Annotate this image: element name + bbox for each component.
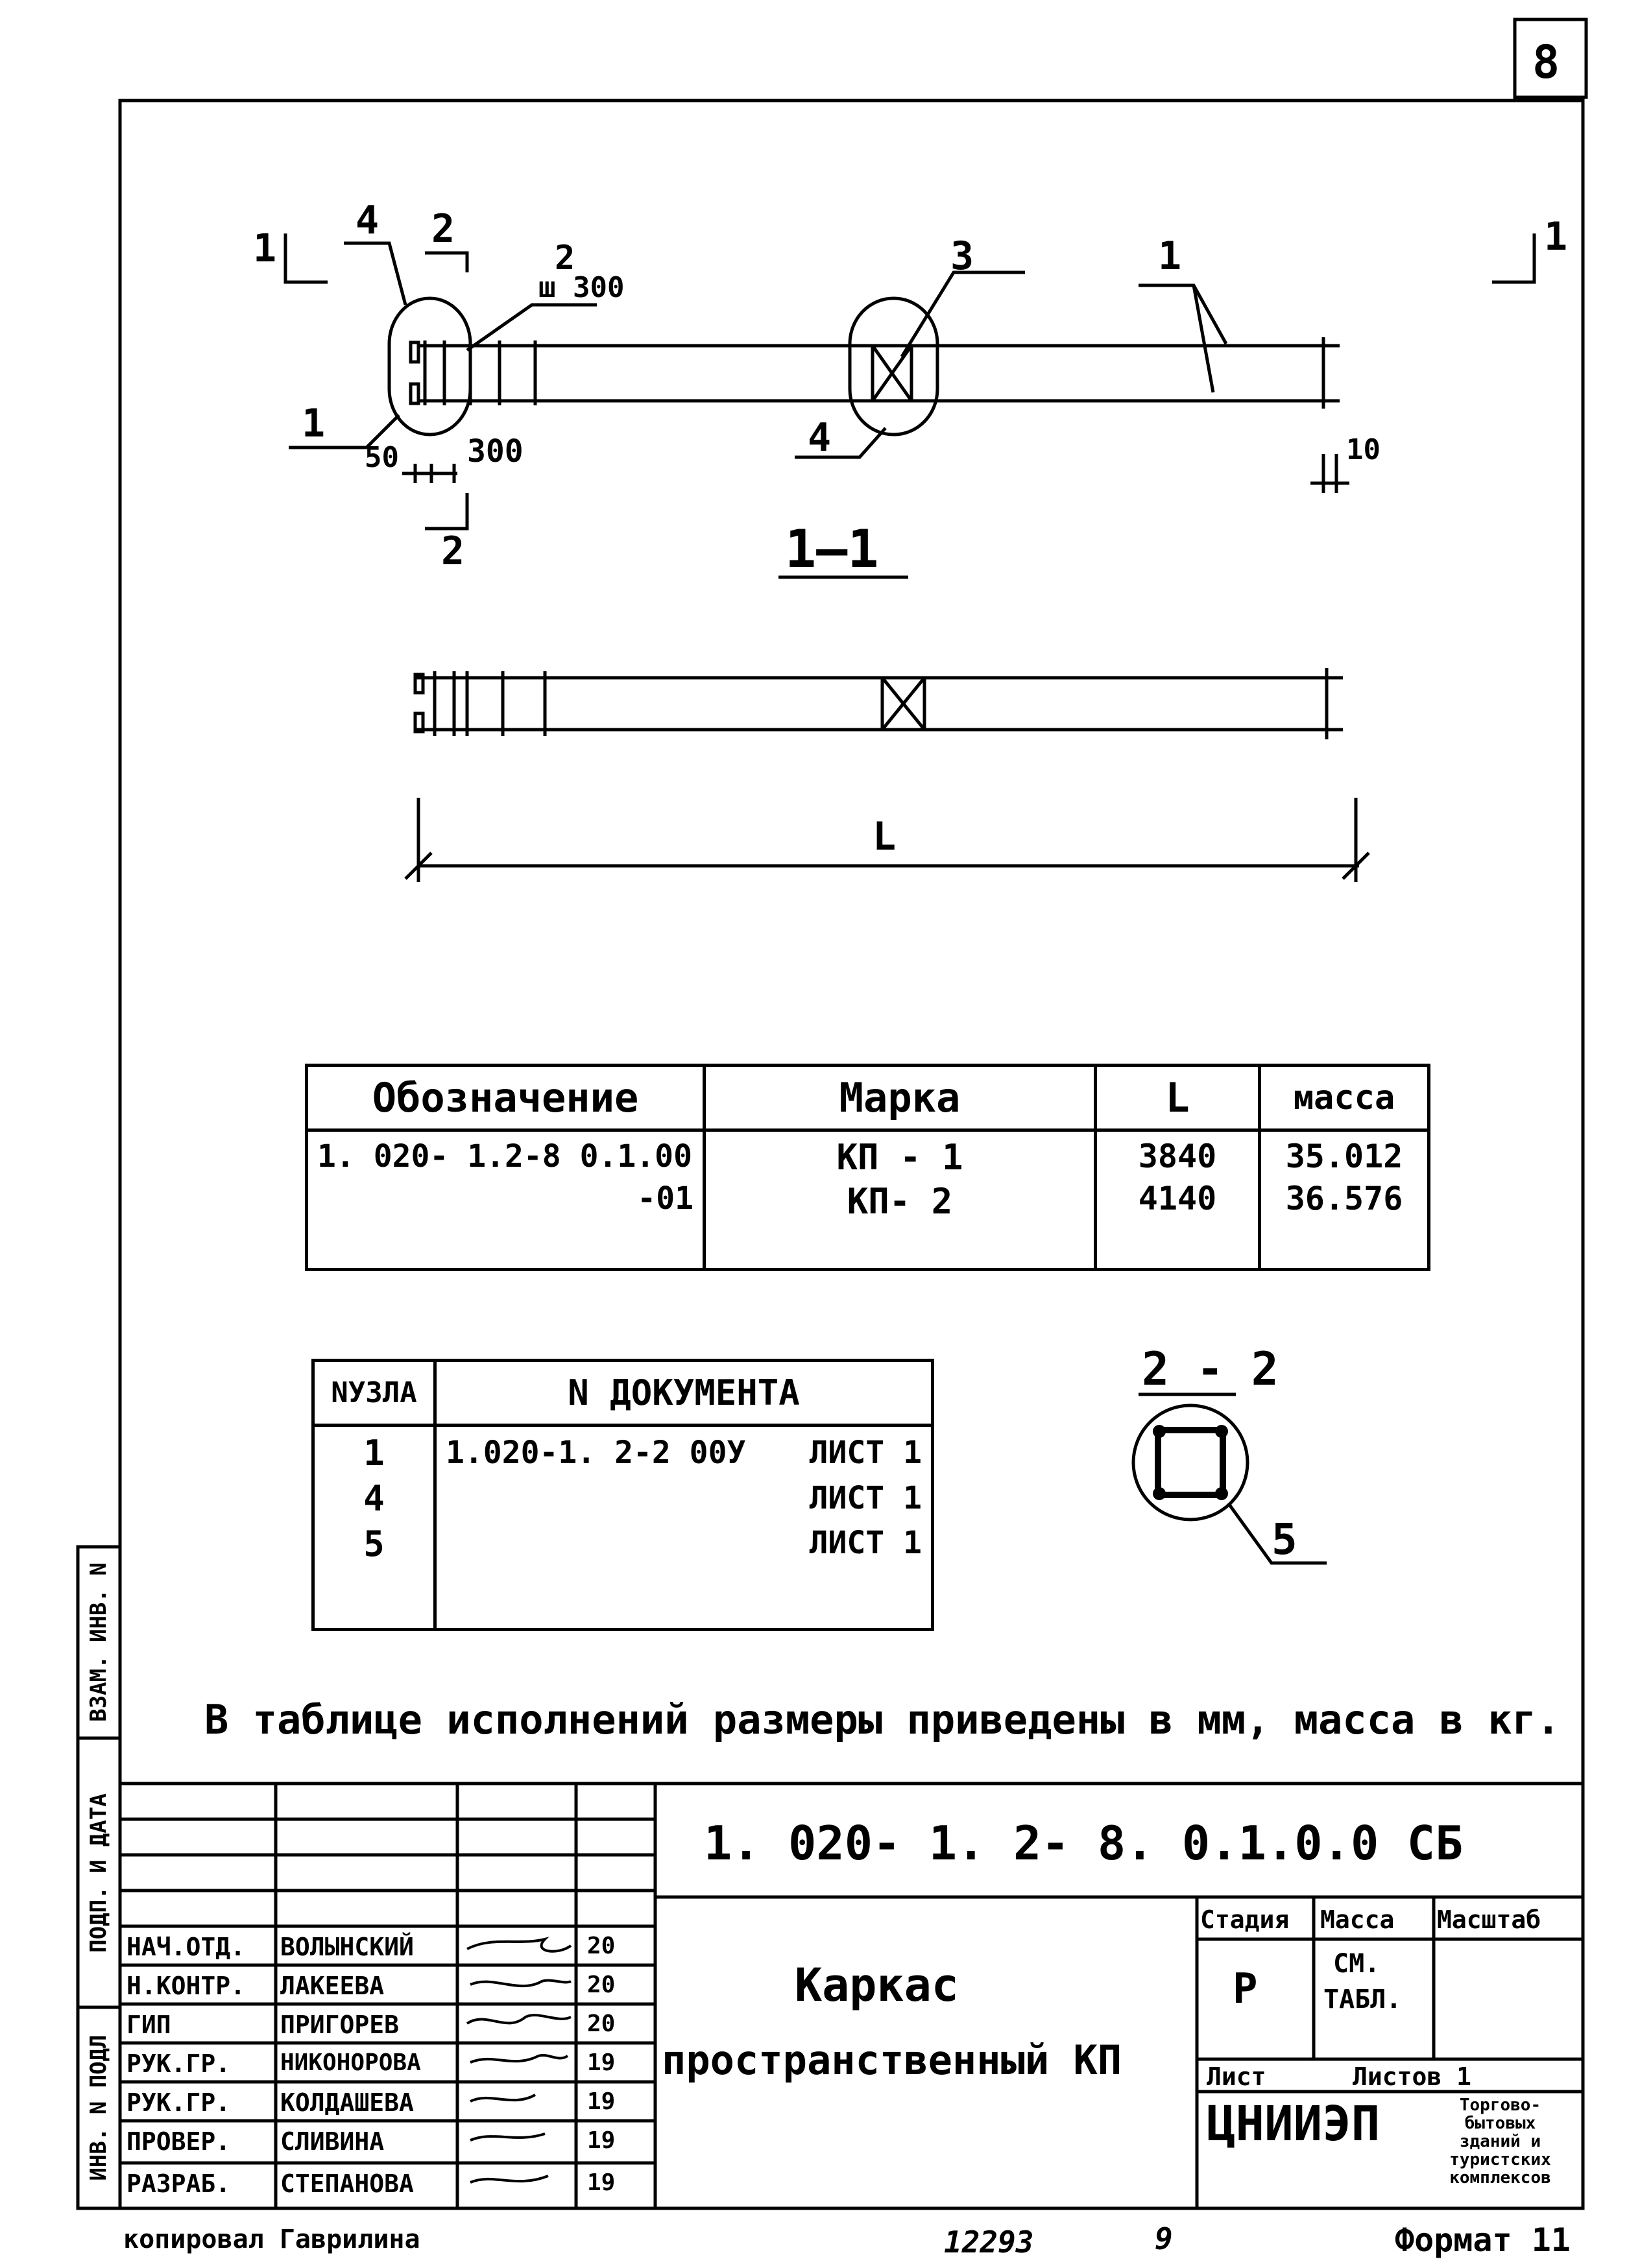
title-line-1: Каркас [795, 1959, 959, 2012]
name-5: КОЛДАШЕВА [280, 2088, 414, 2117]
section-1-left-callout: 1 [253, 226, 277, 271]
footer-page: 9 [1155, 2221, 1173, 2256]
name-2: ЛАКЕЕВА [280, 1972, 385, 2000]
node-1-ellipse [389, 298, 470, 435]
doc-row-1-sheet: ЛИСТ 1 [809, 1435, 922, 1471]
bar-2-spacing: ш 300 [538, 271, 625, 304]
date-6: 19 [587, 2127, 616, 2154]
date-1: 20 [587, 1933, 616, 1959]
sheet-number: 8 [1532, 36, 1560, 89]
footer-copied-by: копировал Гаврилина [123, 2225, 420, 2254]
doc-row-1-number: 1.020-1. 2-2 00У [446, 1435, 746, 1471]
designation-row-2: -01 [637, 1180, 693, 1217]
mass-value-line-1: СМ. [1333, 1949, 1381, 1979]
doc-row-1 [446, 1431, 922, 1476]
signature-scribbles [467, 1939, 571, 2182]
role-7: РАЗРАБ. [127, 2169, 231, 2198]
stamp-podp-data: ПОДП. И ДАТА [86, 1793, 112, 1953]
dimension-10: 10 [1346, 433, 1381, 466]
stamp-vzam-inv: ВЗАМ. ИНВ. N [86, 1562, 112, 1722]
organization-description [1421, 2096, 1580, 2187]
date-5: 19 [587, 2088, 616, 2115]
role-4: РУК.ГР. [127, 2049, 231, 2078]
header-document: N ДОКУМЕНТА [435, 1361, 933, 1426]
header-designation: Обозначение [307, 1066, 705, 1130]
nodes-table [311, 1359, 934, 1631]
dimension-50: 50 [365, 441, 399, 474]
section-2-bottom-callout: 2 [441, 529, 465, 574]
mass-value-line-2: ТАБЛ. [1323, 1985, 1402, 2014]
doc-row-3-sheet: ЛИСТ 1 [809, 1525, 922, 1562]
node-row-3: 5 [363, 1523, 385, 1565]
bar-2-callout: 2 [555, 239, 575, 278]
date-3: 20 [587, 2011, 616, 2037]
length-row-2: 4140 [1138, 1180, 1217, 1217]
length-cell [1096, 1130, 1260, 1270]
section-2-2-view [1133, 1394, 1327, 1563]
organization: ЦНИИЭП [1207, 2096, 1381, 2152]
plan-view [285, 233, 1534, 529]
dimension-300: 300 [467, 433, 524, 470]
node-row-2: 4 [363, 1478, 385, 1520]
sheet-label: Лист [1207, 2062, 1266, 2091]
node-4-top-callout: 4 [356, 198, 380, 243]
date-2: 20 [587, 1972, 616, 1998]
section-2-2-callout: 5 [1272, 1514, 1297, 1564]
date-4: 19 [587, 2049, 616, 2076]
node-row-1: 1 [363, 1433, 385, 1474]
header-node: NУЗЛА [313, 1361, 435, 1426]
designation-row-1: 1. 020- 1.2-8 0.1.00 [317, 1138, 692, 1175]
section-1-1-title: 1—1 [785, 519, 879, 579]
scale-header: Масштаб [1437, 1905, 1541, 1934]
section-1-right-callout: 1 [1544, 214, 1568, 259]
role-6: ПРОВЕР. [127, 2127, 231, 2156]
org-desc-line-5: комплексов [1449, 2168, 1551, 2188]
date-7: 19 [587, 2169, 616, 2196]
mark-row-2: КП- 2 [847, 1180, 953, 1222]
units-note: В таблице исполнений размеры приведены в мм, масса в кг. [204, 1696, 1561, 1743]
role-1: НАЧ.ОТД. [127, 1933, 246, 1961]
org-desc-line-1: Торгово- [1459, 2095, 1541, 2115]
sheets-count: Листов 1 [1353, 2062, 1472, 2091]
name-3: ПРИГОРЕВ [280, 2011, 400, 2039]
org-desc-line-4: туристских [1449, 2150, 1551, 2170]
mark-row-1: КП - 1 [836, 1137, 963, 1178]
name-1: ВОЛЫНСКИЙ [280, 1933, 414, 1961]
document-cell [435, 1426, 933, 1630]
mass-header: Масса [1320, 1905, 1395, 1934]
length-label: L [873, 814, 897, 859]
variants-table [305, 1064, 1430, 1271]
section-2-top-callout: 2 [431, 206, 455, 252]
doc-row-2-sheet: ЛИСТ 1 [809, 1479, 922, 1516]
designation-cell [307, 1130, 705, 1270]
name-6: СЛИВИНА [280, 2127, 385, 2156]
drawing-code: 1. 020- 1. 2- 8. 0.1.0.0 СБ [704, 1816, 1464, 1870]
section-2-2-title: 2 - 2 [1142, 1343, 1279, 1396]
node-3-callout: 3 [950, 233, 974, 279]
header-mass: масса [1260, 1066, 1429, 1130]
role-3: ГИП [127, 2011, 171, 2039]
footer-number: 12293 [944, 2225, 1034, 2260]
mass-cell [1260, 1130, 1429, 1270]
footer-format: Формат 11 [1395, 2221, 1571, 2259]
header-mark: Марка [705, 1066, 1096, 1130]
title-line-2: пространственный КП [662, 2036, 1122, 2084]
stamp-inv-podl: ИНВ. N ПОДЛ [86, 2035, 112, 2181]
bar-1-callout: 1 [1158, 233, 1182, 279]
header-length: L [1096, 1066, 1260, 1130]
mass-row-1: 35.012 [1285, 1138, 1403, 1175]
length-row-1: 3840 [1138, 1138, 1217, 1175]
org-desc-line-2: бытовых [1464, 2114, 1536, 2134]
role-2: Н.КОНТР. [127, 1972, 246, 2000]
stage-header: Стадия [1200, 1905, 1290, 1934]
mark-cell [705, 1130, 1096, 1270]
node-number-cell [313, 1426, 435, 1630]
role-5: РУК.ГР. [127, 2088, 231, 2117]
name-4: НИКОНОРОВА [280, 2049, 421, 2076]
node-4-bottom-callout: 4 [808, 415, 832, 460]
bar-1-left-callout: 1 [302, 401, 326, 446]
stage-value: Р [1233, 1965, 1258, 2013]
org-desc-line-3: зданий и [1459, 2132, 1541, 2152]
mass-row-2: 36.576 [1285, 1180, 1403, 1217]
name-7: СТЕПАНОВА [280, 2169, 414, 2198]
